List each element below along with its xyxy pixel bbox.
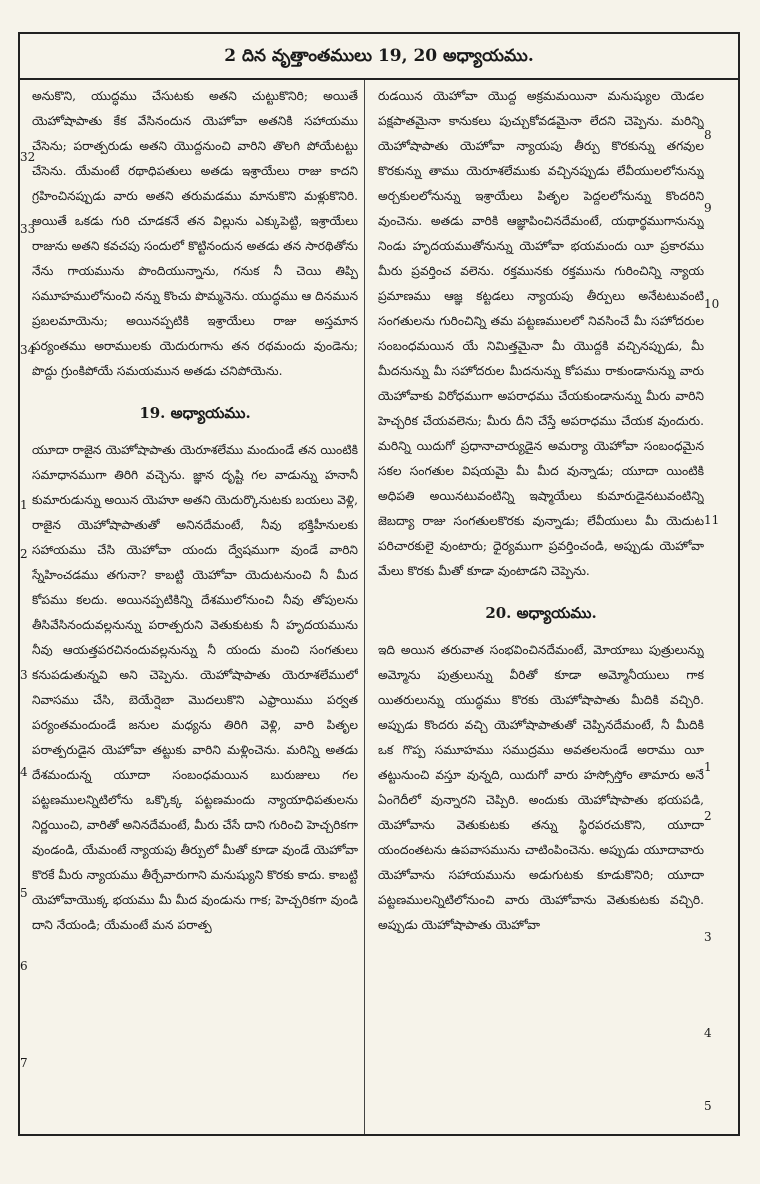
verse-number: 8	[704, 128, 712, 142]
column-divider	[364, 80, 365, 1134]
chapter-heading-19: 19. అధ్యాయము.	[139, 404, 251, 422]
right-column	[378, 84, 704, 1130]
right-border	[738, 34, 740, 1136]
verse-number: 34	[20, 343, 36, 357]
verse-number: 5	[20, 886, 28, 900]
verse-number: 1	[704, 760, 712, 774]
verse-number: 4	[20, 765, 28, 779]
left-paragraph-1: అనుకొని, యుద్ధము చేసుటకు అతని చుట్టుకొనిరి; అయితే యెహోషాపాతు కేక వేసినందున యెహోవా అతనికి సహాయము చేసెను; పరాత్పరుడు అతని యొద్దనుంచి వారిని తొలగి పోయేటట్టు చేసెను. యేమంటే రథాధిపతులు అతడు ఇశ్రాయేలు రాజు కాదని గ్రహించినప్పుడు వారు అతని తరుమడము మానుకొని మళ్లుకొనిరి. అయితే ఒకడు గురి చూడకనే తన విల్లును ఎక్కుపెట్టి, ఇశ్రాయేలు రాజును అతని కవచపు సందులో కొట్టినందున అతడు తన సారథితోను నేను గాయమును పొందియున్నాను, గనుక నీ చెయి తిప్పి సమూహములోనుంచి నన్ను కొంచు పొమ్మనెను. యుద్ధము ఆ దినమున ప్రబలమాయెను; అయినప్పటికి ఇశ్రాయేలు రాజు అస్తమాన పర్యంతము అరాములకు యెదురుగాను తన రథమందు వుండెను; పొద్దు గ్రుంకిపోయే సమయమున అతడు చనిపోయెను.	[32, 89, 358, 378]
verse-number: 7	[20, 1056, 28, 1070]
top-rule	[18, 32, 740, 34]
verse-number: 2	[704, 809, 712, 823]
verse-number: 3	[704, 930, 712, 944]
verse-number: 11	[704, 513, 720, 527]
verse-number: 6	[20, 959, 28, 973]
page-header: 2 దిన వృత్తాంతములు 19, 20 అధ్యాయము.	[224, 46, 534, 66]
chapter-heading-20: 20. అధ్యాయము.	[485, 604, 597, 622]
left-column	[32, 84, 358, 1130]
verse-number: 4	[704, 1026, 712, 1040]
verse-number: 33	[20, 222, 36, 236]
verse-number: 1	[20, 498, 28, 512]
bottom-rule	[18, 1134, 740, 1136]
verse-number: 2	[20, 547, 28, 561]
verse-number: 9	[704, 201, 712, 215]
right-paragraph-1: రుడయిన యెహోవా యొద్ద అక్రమమయినా మనుష్యుల యెడల పక్షపాతమైనా కానుకలు పుచ్చుకోవడమైనా లేదని చెప్పెను. మరిన్ని యెహోషాపాతు యెహోవా న్యాయపు తీర్పు కొరకున్ను తగవుల కొరకున్ను తాము యెరూశలేముకు వచ్చినప్పుడు లేవీయులలోనున్ను అర్చకులలోనున్ను ఇశ్రాయేలు పితృల పెద్దలలోనున్ను కొందరిని వుంచెను. అతడు వారికి ఆజ్ఞాపించినదేమంటే, యథార్థముగానున్ను నిండు హృదయముతోనున్ను యెహోవా భయమందు యీ ప్రకారము మీరు ప్రవర్తించ వలెను. రక్తమునకు రక్తమును గురించిన్ని న్యాయ ప్రమాణము ఆజ్ఞ కట్టడలు న్యాయపు తీర్పులు అనేటటువంటి సంగతులను గురించిన్ని తమ పట్టణములలో నివసించే మీ సహోదరుల సంబంధమయిన యే నిమిత్తమైనా మీ యొద్దకి వచ్చినప్పుడు, మీ మీదనున్ను మీ సహోదరుల మీదనున్ను కోపము రాకుండానున్ను వారు యెహోవాకు విరోధముగా అపరాధము చేయకుండానున్ను మీరు వారిని హెచ్చరిక చేయవలెను; మీరు దీని చేస్తే అపరాధము చేయక వుందురు. మరిన్ని యిదుగో ప్రధానాచార్యుడైన అమర్యా యెహోవా సంబంధమైన సకల సంగతుల విషయమై మీ మీద వున్నాడు; యూదా యింటికి అధిపతి అయినటువంటిన్ని ఇష్మాయేలు కుమారుడైనటువంటిన్ని జెబద్యా రాజు సంగతులకొరకు వున్నాడు; లేవీయులు మీ యెదుట పరిచారకులై వుంటారు; ధైర్యముగా ప్రవర్తించండి, అప్పుడు యెహోవా మేలు కొరకు మీతో కూడా వుంటాడని చెప్పెను.	[378, 89, 704, 578]
header-rule	[18, 78, 740, 80]
verse-number: 5	[704, 1099, 712, 1113]
verse-number: 3	[20, 668, 28, 682]
right-paragraph-2: ఇది అయిన తరువాత సంభవించినదేమంటే, మోయాబు పుత్రులున్ను అమ్మోను పుత్రులున్ను వీరితో కూడా అమ్మోనీయులు గాక యితరులున్ను యుద్ధము కొరకు యెహోషాపాతు మీదికి వచ్చిరి. అప్పుడు కొందరు వచ్చి యెహోషాపాతుతో చెప్పినదేమంటే, నీ మీదికి ఒక గొప్ప సమూహము సముద్రము అవతలనుండే అరాము యీ తట్టునుంచి వస్తూ వున్నది, యిదుగో వారు హస్సోస్తోం తామారు అనే ఏంగెదీలో వున్నారని చెప్పిరి. అందుకు యెహోషాపాతు భయపడి, యెహోవాను వెతుకుటకు తన్ను స్థిరపరచుకొని, యూదా యందంతటను ఉపవాసమును చాటింపించెను. అప్పుడు యూదావారు యెహోవాను సహాయమును అడుగుటకు కూడుకొనిరి; యూదా పట్టణములన్నిటిలోనుంచి వారు యెహోవాను వెతుకుటకు వచ్చిరి. అప్పుడు యెహోషాపాతు యెహోవా	[378, 643, 704, 932]
verse-number: 10	[704, 297, 720, 311]
verse-number: 32	[20, 150, 36, 164]
left-paragraph-2: యూదా రాజైన యెహోషాపాతు యెరూశలేము మందుండే తన యింటికి సమాధానముగా తిరిగి వచ్చెను. జ్ఞాన దృష్టి గల వాడున్ను హనానీ కుమారుడున్ను అయిన యెహూ అతని యెదుర్కొనుటకు బయలు వెళ్లి, రాజైన యెహోషాపాతుతో అనినదేమంటే, నీవు భక్తిహీనులకు సహాయము చేసి యెహోవా యందు ద్వేషముగా వుండే వారిని స్నేహించడము తగునా? కాబట్టి యెహోవా యెదుటనుంచి నీ మీద కోపము కలదు. అయినప్పటికిన్ని దేశములోనుంచి నీవు తోపులను తీసివేసినందువల్లనున్ను పరాత్పరుని వెతుకుటకు నీ హృదయమును నీవు ఆయత్తపరచినందువల్లనున్ను నీ యందు మంచి సంగతులు కనుపడుతున్నవి అని చెప్పెను. యెహోషాపాతు యెరూశలేములో నివాసము చేసి, బెయేర్షెబా మొదలుకొని ఎఫ్రాయిము పర్వత పర్యంతమందుండే జనుల మధ్యను తిరిగి వెళ్లి, వారి పితృల పరాత్పరుడైన యెహోవా తట్టుకు వారిని మళ్లించెను. మరిన్ని అతడు దేశమందున్న యూదా సంబంధమయిన బురుజులు గల పట్టణములన్నిటిలోను ఒక్కొక్క పట్టణమందు న్యాయాధిపతులను నిర్ణయించి, వారితో అనినదేమంటే, మీరు చేసే దాని గురించి హెచ్చరికగా వుండండి, యేమంటే న్యాయపు తీర్పులో మీతో కూడా వుండే యెహోవా కొరకే మీరు న్యాయము తీర్చేవారుగాని మనుష్యుని కొరకు కాదు. కాబట్టి యెహోవాయొక్క భయము మీ మీద వుండును గాక; హెచ్చరికగా వుండి దాని నేయండి; యేమంటే మన పరాత్ప	[32, 443, 358, 932]
